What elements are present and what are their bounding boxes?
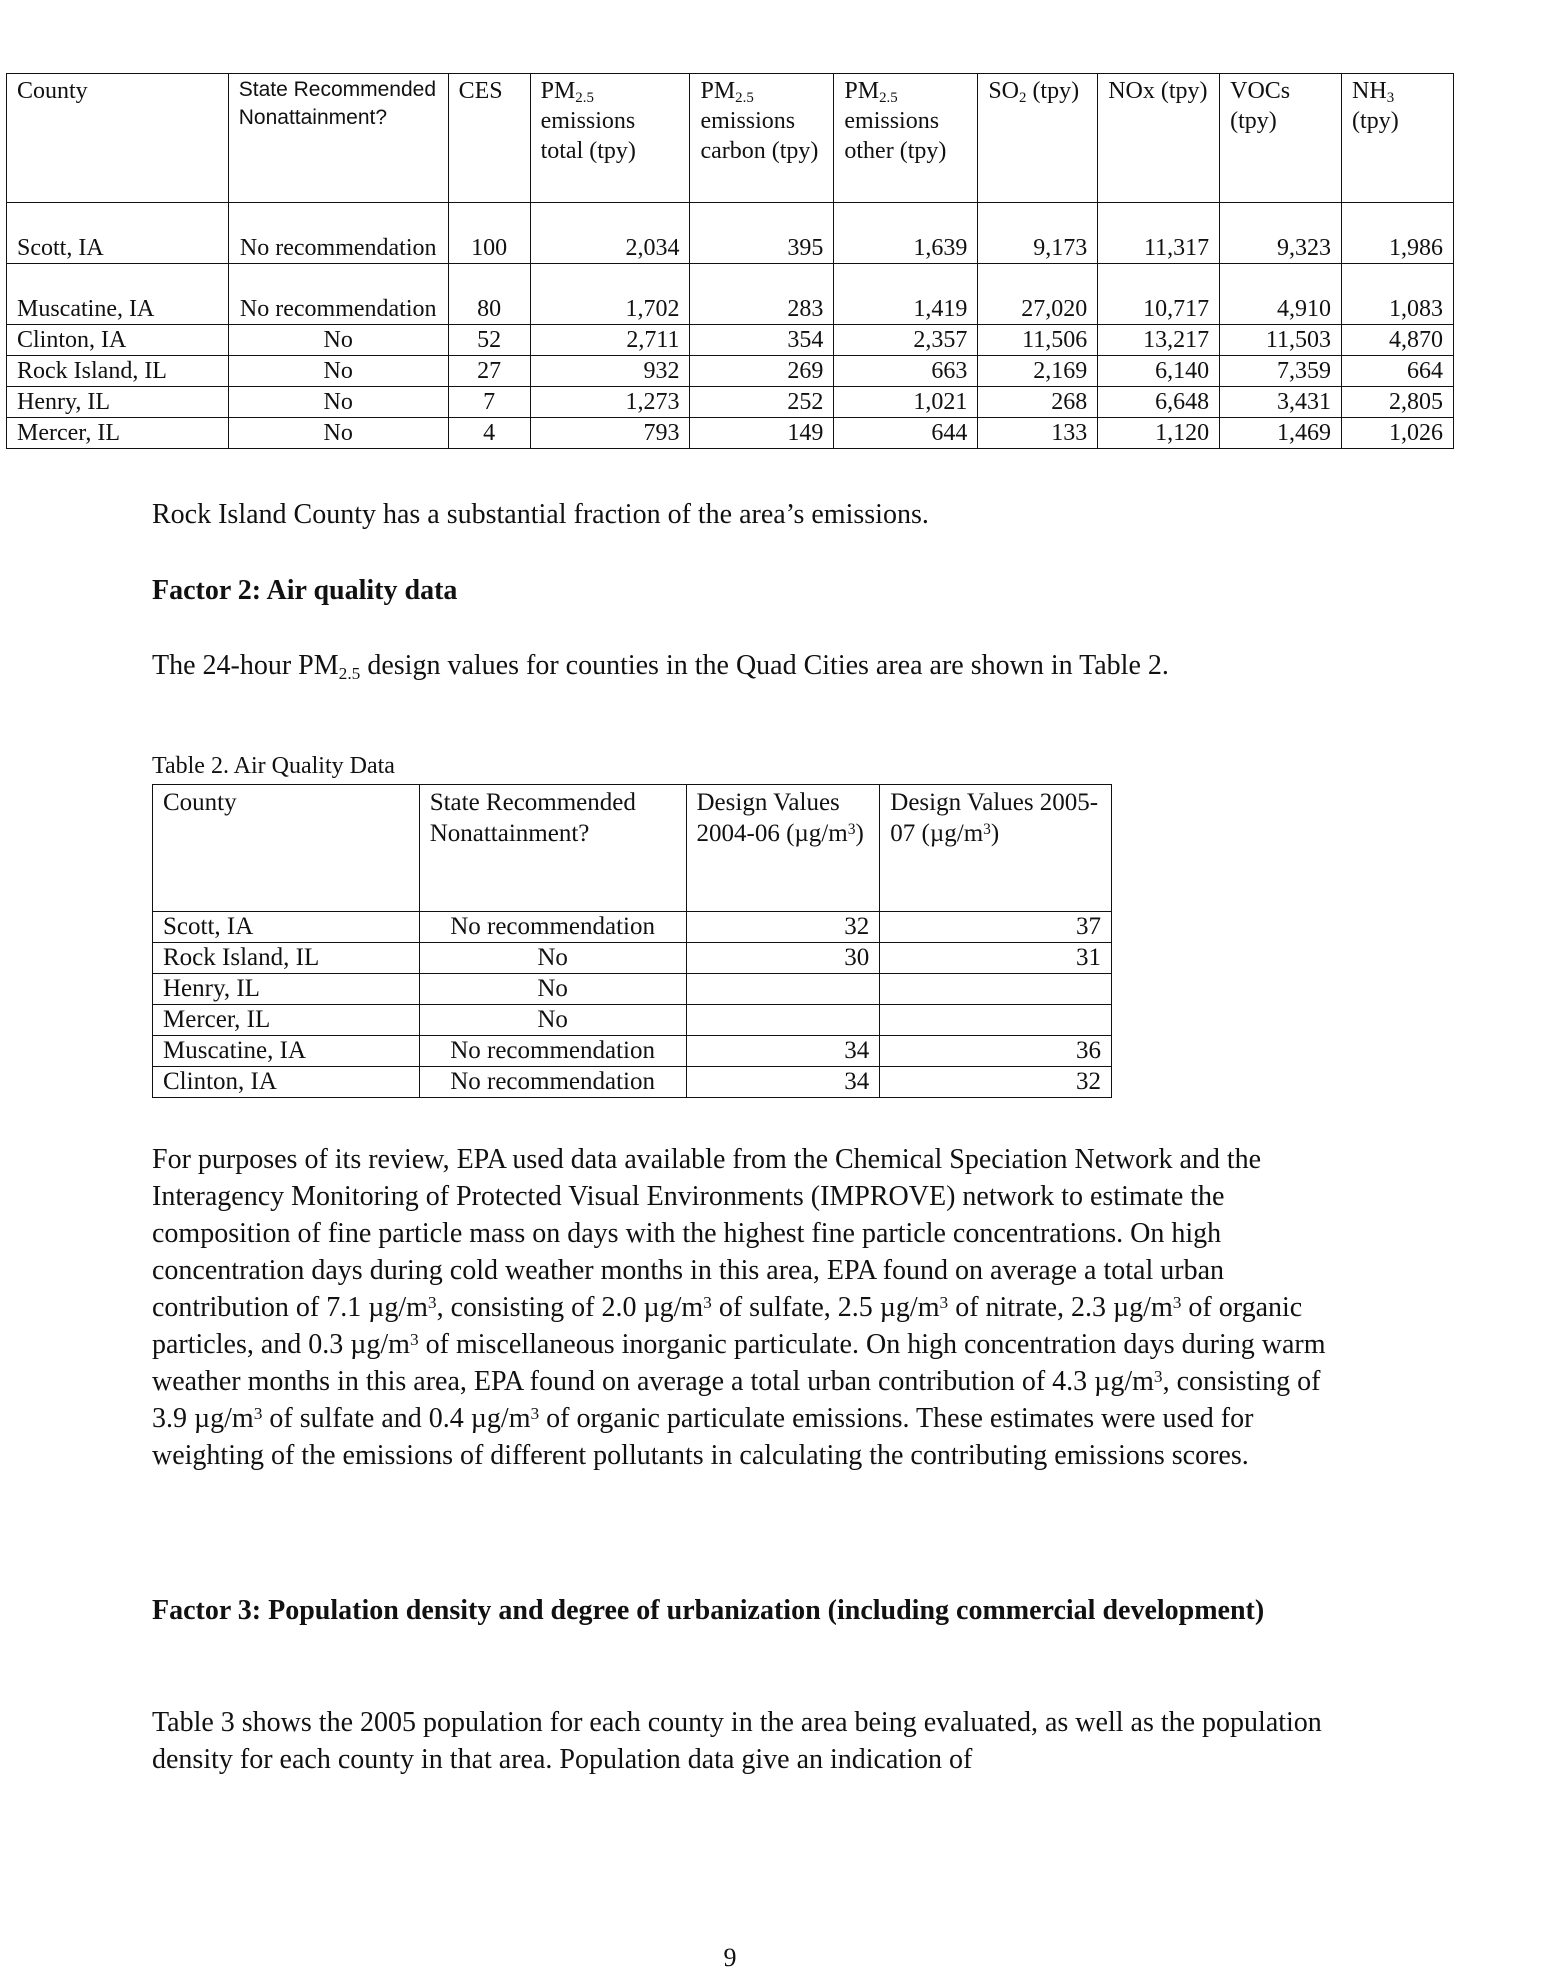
cell-nh3: 664 xyxy=(1342,356,1454,387)
cell-ces: 7 xyxy=(448,387,530,418)
col-header-state-recommended: State Recommended Nonattainment? xyxy=(228,74,448,203)
table-row xyxy=(153,912,1112,943)
cell-county: Scott, IA xyxy=(7,203,229,264)
cell-state: No recommendation xyxy=(419,1067,686,1098)
col-header-pm25-other: $PM_{2.5}$ emissions other (tpy) xyxy=(834,74,978,203)
cell-state: No xyxy=(419,943,686,974)
cell-vocs: 9,323 xyxy=(1220,203,1342,264)
cell-county: Muscatine, IA xyxy=(153,1036,420,1067)
table-row xyxy=(153,1036,1112,1067)
cell-design-value-2005-07 xyxy=(880,1005,1112,1036)
cell-pm25-other: 1,639 xyxy=(834,203,978,264)
cell-vocs: 1,469 xyxy=(1220,418,1342,449)
cell-pm25-carbon: 354 xyxy=(690,325,834,356)
paragraph-speciation-analysis: For purposes of its review, EPA used data available from the Chemical Speciation Network and the Interagency Monitoring of Protected Visual Environments (IMPROVE) network to estimate the composition of fine particle mass on days with the highest fine particle concentrations. On high concentration days during cold weather months in this area, EPA found on average a total urban contribution of 7.1 $\mu g/m^3$, consisting of 2.0 $\mu g/m^3$ of sulfate, 2.5 $\mu g/m^3$ of nitrate, 2.3 $\mu g/m^3$ of organic particles, and 0.3 $\mu g/m^3$ of miscellaneous inorganic particulate. On high concentration days during warm weather months in this area, EPA found on average a total urban contribution of 4.3 $\mu g/m^3$, consisting of 3.9 $\mu g/m^3$ of sulfate and 0.4 $\mu g/m^3$ of organic particulate emissions. These estimates were used for weighting of the emissions of different pollutants in calculating the contributing emissions scores. xyxy=(152,1144,1326,1471)
cell-ces: 100 xyxy=(448,203,530,264)
cell-so2: 2,169 xyxy=(978,356,1098,387)
cell-pm25-carbon: 252 xyxy=(690,387,834,418)
col-header-vocs: VOCs (tpy) xyxy=(1220,74,1342,203)
table-row xyxy=(7,264,1454,325)
heading-factor-2: Factor 2: Air quality data xyxy=(152,575,458,606)
cell-nox: 6,648 xyxy=(1098,387,1220,418)
cell-pm25-other: 644 xyxy=(834,418,978,449)
col-header-county: County xyxy=(153,785,420,912)
cell-design-value-2005-07: 36 xyxy=(880,1036,1112,1067)
cell-county: Scott, IA xyxy=(153,912,420,943)
table-row xyxy=(153,974,1112,1005)
cell-design-value-2005-07 xyxy=(880,974,1112,1005)
cell-pm25-total: 932 xyxy=(530,356,690,387)
cell-nox: 1,120 xyxy=(1098,418,1220,449)
cell-state: No recommendation xyxy=(228,203,448,264)
paragraph-population-intro: Table 3 shows the 2005 population for each county in the area being evaluated, as well as the population density for each county in that area. Population data give an indication of xyxy=(152,1707,1322,1775)
cell-design-value-2005-07: 32 xyxy=(880,1067,1112,1098)
cell-state: No xyxy=(228,418,448,449)
cell-state: No xyxy=(228,356,448,387)
cell-design-value-2005-07: 37 xyxy=(880,912,1112,943)
cell-county: Clinton, IA xyxy=(153,1067,420,1098)
table-row xyxy=(153,1067,1112,1098)
cell-vocs: 7,359 xyxy=(1220,356,1342,387)
cell-pm25-other: 1,419 xyxy=(834,264,978,325)
cell-pm25-carbon: 283 xyxy=(690,264,834,325)
cell-so2: 9,173 xyxy=(978,203,1098,264)
cell-state: No xyxy=(228,325,448,356)
cell-county: Mercer, IL xyxy=(7,418,229,449)
cell-nh3: 1,986 xyxy=(1342,203,1454,264)
cell-design-value-2004-06: 34 xyxy=(686,1036,880,1067)
cell-vocs: 11,503 xyxy=(1220,325,1342,356)
cell-state: No xyxy=(228,387,448,418)
col-header-state-recommended: State Recommended Nonattainment? xyxy=(419,785,686,912)
cell-state: No recommendation xyxy=(419,1036,686,1067)
table-row xyxy=(153,943,1112,974)
col-header-pm25-total: $PM_{2.5}$ emissions total (tpy) xyxy=(530,74,690,203)
air-quality-table-header xyxy=(153,785,1112,912)
cell-design-value-2004-06 xyxy=(686,1005,880,1036)
table-2-caption: Table 2. Air Quality Data xyxy=(152,753,395,779)
col-header-so2: $SO_2$ (tpy) xyxy=(978,74,1098,203)
cell-nh3: 2,805 xyxy=(1342,387,1454,418)
cell-pm25-carbon: 395 xyxy=(690,203,834,264)
emissions-table-header xyxy=(7,74,1454,203)
cell-county: Henry, IL xyxy=(7,387,229,418)
cell-county: Muscatine, IA xyxy=(7,264,229,325)
table-row xyxy=(7,203,1454,264)
cell-design-value-2004-06: 34 xyxy=(686,1067,880,1098)
cell-so2: 268 xyxy=(978,387,1098,418)
cell-nox: 6,140 xyxy=(1098,356,1220,387)
cell-state: No recommendation xyxy=(419,912,686,943)
cell-county: Mercer, IL xyxy=(153,1005,420,1036)
cell-state: No recommendation xyxy=(228,264,448,325)
table-row xyxy=(153,1005,1112,1036)
cell-county: Henry, IL xyxy=(153,974,420,1005)
cell-pm25-other: 663 xyxy=(834,356,978,387)
col-header-nh3: $NH_3$ (tpy) xyxy=(1342,74,1454,203)
cell-vocs: 3,431 xyxy=(1220,387,1342,418)
cell-pm25-total: 1,273 xyxy=(530,387,690,418)
col-header-nox: NOx (tpy) xyxy=(1098,74,1220,203)
cell-nox: 11,317 xyxy=(1098,203,1220,264)
table-row xyxy=(7,418,1454,449)
emissions-table xyxy=(6,73,1454,449)
table-row xyxy=(7,325,1454,356)
cell-nox: 10,717 xyxy=(1098,264,1220,325)
cell-state: No xyxy=(419,1005,686,1036)
cell-so2: 133 xyxy=(978,418,1098,449)
table-row xyxy=(7,387,1454,418)
cell-pm25-total: 1,702 xyxy=(530,264,690,325)
paragraph-rock-island-summary: Rock Island County has a substantial fraction of the area’s emissions. xyxy=(152,499,929,530)
cell-so2: 11,506 xyxy=(978,325,1098,356)
cell-vocs: 4,910 xyxy=(1220,264,1342,325)
col-header-pm25-carbon: $PM_{2.5}$ emissions carbon (tpy) xyxy=(690,74,834,203)
cell-county: Rock Island, IL xyxy=(153,943,420,974)
cell-ces: 4 xyxy=(448,418,530,449)
cell-design-value-2004-06 xyxy=(686,974,880,1005)
cell-state: No xyxy=(419,974,686,1005)
cell-pm25-carbon: 269 xyxy=(690,356,834,387)
col-header-county: County xyxy=(7,74,229,203)
cell-pm25-total: 2,711 xyxy=(530,325,690,356)
page-number: 9 xyxy=(723,1943,737,1972)
cell-so2: 27,020 xyxy=(978,264,1098,325)
table-row xyxy=(7,356,1454,387)
cell-nh3: 1,083 xyxy=(1342,264,1454,325)
cell-county: Clinton, IA xyxy=(7,325,229,356)
air-quality-table xyxy=(152,784,1112,1098)
heading-factor-3: Factor 3: Population density and degree of urbanization (including commercial development) xyxy=(152,1595,1265,1626)
col-header-design-values-2004-06: Design Values 2004-06 $(\mu g/m^3)$ xyxy=(686,785,880,912)
cell-nh3: 4,870 xyxy=(1342,325,1454,356)
cell-design-value-2004-06: 32 xyxy=(686,912,880,943)
col-header-ces: CES xyxy=(448,74,530,203)
cell-ces: 80 xyxy=(448,264,530,325)
cell-pm25-total: 2,034 xyxy=(530,203,690,264)
cell-pm25-carbon: 149 xyxy=(690,418,834,449)
cell-pm25-total: 793 xyxy=(530,418,690,449)
cell-nh3: 1,026 xyxy=(1342,418,1454,449)
cell-design-value-2004-06: 30 xyxy=(686,943,880,974)
cell-pm25-other: 1,021 xyxy=(834,387,978,418)
cell-pm25-other: 2,357 xyxy=(834,325,978,356)
cell-design-value-2005-07: 31 xyxy=(880,943,1112,974)
paragraph-design-values-intro: The 24-hour $PM_{2.5}$ design values for counties in the Quad Cities area are shown in Table 2. xyxy=(152,650,1169,683)
cell-nox: 13,217 xyxy=(1098,325,1220,356)
cell-ces: 27 xyxy=(448,356,530,387)
cell-county: Rock Island, IL xyxy=(7,356,229,387)
col-header-design-values-2005-07: Design Values 2005-07 $(\mu g/m^3)$ xyxy=(880,785,1112,912)
cell-ces: 52 xyxy=(448,325,530,356)
